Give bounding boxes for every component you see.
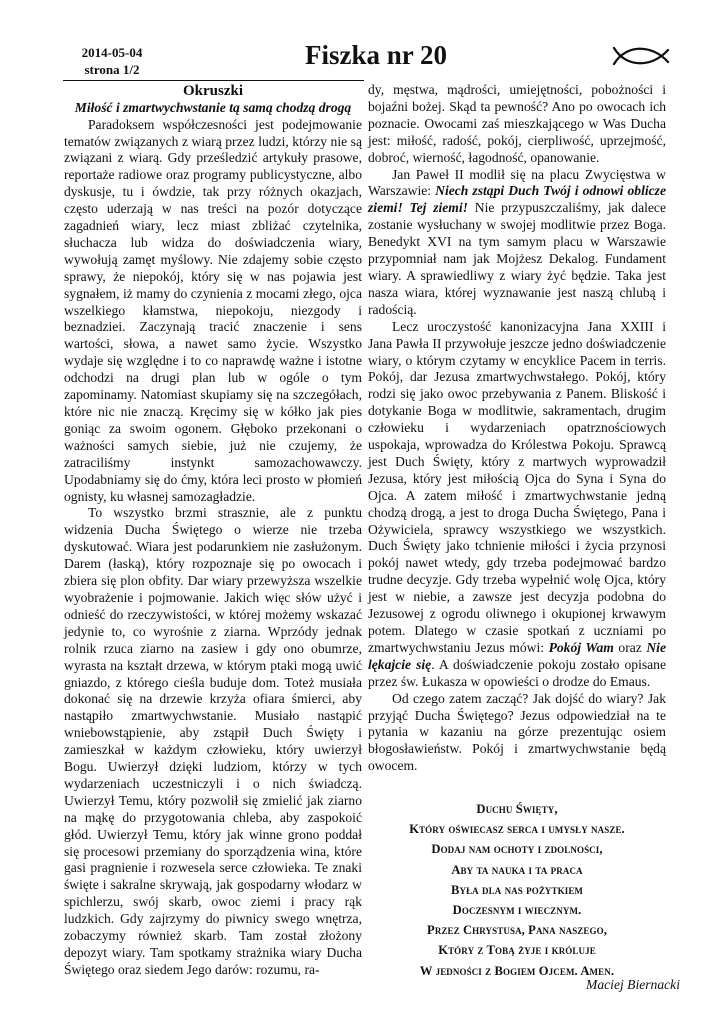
paragraph-text: . A doświadczenie pokoju zostało opisane przez św. Łukasza w opowieści o drodze do Emaus. — [368, 656, 666, 689]
author-signature: Maciej Biernacki — [586, 977, 680, 992]
prayer-quote: Niech zstąpi Duch Twój i odnowi oblicze ziemi! Tej ziemi! — [368, 183, 666, 216]
article-paragraph — [368, 167, 666, 319]
prayer-line: Który z Tobą żyje i króluje — [438, 943, 596, 958]
article-subtitle: Miłość i zmartwychwstanie tą samą chodzą drogą — [74, 100, 352, 115]
header-date: 2014-05-04 — [81, 45, 143, 60]
paragraph-text: oraz — [613, 639, 647, 655]
jesus-quote-fear-not: Nie lękajcie się — [368, 639, 666, 672]
paragraph-text: Lecz uroczystość kanonizacyjna Jana XXIII i Jana Pawła II przywołuje jeszcze jedno doświadczenie wiary, o którym czytamy w encyklice Pacem in terris. Pokój, dar Jezusa zmartwychwstałego. Pokój, który rodzi się jako owoc przebywania z Panem. Bliskość i dotykanie Boga w modlitwie, sakramentach, drugim człowieku i wydarzeniach opatrznościowych uspokaja, wprowadza do Królestwa Pokoju. Sprawcą jest Duch Święty, który z martwych wyprowadził Jezusa, który jest miłością Ojca do Syna i Syna do Ojca. A zatem miłość i zmartwychwstanie jedną chodzą drogą, a jest to droga Ducha Świętego, Pana i Ożywiciela, sprawcy wszystkiego we wszystkich. Duch Święty jako tchnienie miłości i życia przynosi pokój nawet wtedy, gdy trzeba podejmować bardzo trudne decyzje. Gdy trzeba wypełnić wolę Ojca, który jest w niebie, a zawsze jest decyzja podobna do Jezusowej z ogrodu oliwnego i okupionej krwawym potem. Dlatego w czasie spotkań z uczniami po zmartwychwstaniu Jezus mówi: — [368, 318, 666, 655]
jesus-quote-peace: Pokój Wam — [548, 639, 614, 655]
prayer-line: Była dla nas pożytkiem — [450, 882, 584, 897]
prayer-line: Duchu Święty, — [476, 802, 558, 816]
article-paragraph: Paradoksem współczesności jest podejmowanie tematów związanych z wiarą przez ludzi, którzy nie są związani z wiarą. Gdy prześledzić artykuły prasowe, reportaże radiowe oraz programy publicystyczne, albo dyskusje, tu i ówdzie, tak przy różnych okazjach, często uderzają w nas treści na pozór dotyczące zagadnień wiary, lecz miast zbliżać czytelnika, słuchacza lub widza do doświadczenia wiary, wywołują zamęt myślowy. Nie zdajemy sobie często sprawy, że niepokój, który się w nas pojawia jest sygnałem, iż mamy do czynienia z mocami złego, ojca wszelkiego kłamstwa, niepokoju, niezgody i beznadziei. Zaczynają tracić znaczenie i sens wartości, słowa, a nawet samo życie. Wszystko wydaje się względne i to co naprawdę ważne i istotne odchodzi na drugi plan lub w ogóle o tym zapominamy. Natomiast skupiamy się na szczegółach, które nic nie znaczą. Kręcimy się w kółko jak pies goniąc za swoim ogonem. Głęboko przekonani o ważności samych siebie, już nie czujemy, że zatraciliśmy instynkt samozachowawczy. Upodabniamy się do ćmy, która leci prosto w płomień ognisty, ku własnej samozagładzie. — [64, 116, 362, 504]
ichthys-fish-icon — [612, 46, 670, 66]
prayer-line: Doczesnym i wiecznym. — [452, 903, 582, 918]
prayer-block — [368, 799, 666, 981]
prayer-line: Który oświecasz serca i umysły nasze. — [409, 822, 625, 837]
header-meta — [64, 44, 160, 78]
prayer-line: Aby ta nauka i ta praca — [451, 862, 583, 877]
header-page-number: strona 1/2 — [84, 62, 140, 77]
header-divider — [63, 80, 364, 81]
article-column-left — [64, 82, 362, 979]
prayer-line: W jedności z Bogiem Ojcem. Amen. — [419, 963, 615, 978]
paragraph-text: Jan Paweł II modlił się na placu Zwycięstwa w Warszawie: — [368, 166, 666, 199]
article-title: Okruszki — [182, 83, 243, 99]
article-paragraph — [368, 319, 666, 691]
prayer-line: Dodaj nam ochoty i zdolności, — [431, 842, 603, 857]
article-paragraph: To wszystko brzmi strasznie, ale z punktu widzenia Ducha Świętego o wierze nie trzeba dyskutować. Wiara jest podarunkiem nie zasłużonym. Darem (łaską), który rozpoznaje się po owocach i zbiera się plon obfity. Dar wiary przewyższa wszelkie wyobrażenie i pojmowanie. Jakich więc słów użyć i odnieść do rzeczywistości, w której możemy wskazać jedynie to, co wyrośnie z ziarna. Wprzódy jednak rolnik rzuca ziarno na zasiew i gdy ono obumrze, wyrasta na kształt drzewa, w którym ptaki mogą uwić gniazdo, z którego cieśla buduje dom. Toteż musiała dokonać się na drzewie krzyża ofiara śmierci, aby nastąpiło zmartwychwstanie. Musiało nastąpić wniebowstąpienie, aby zstąpił Duch Święty i zamieszkał w każdym człowieku, który uwierzył Bogu. Uwierzył dzięki ludziom, którzy w tych wydarzeniach uczestniczyli i o nich świadczą. Uwierzył Temu, który pozwolił się zmielić jak ziarno na mąkę do przygotowania chleba, aby zaspokoić głód. Uwierzył Temu, który jak winne grono poddał się procesowi przemiany do sporządzenia wina, które gasi pragnienie i rozwesela serce człowieka. Te znaki święte i sakralne skrywają, jak gospodarny włodarz w spichlerzu, swój skarb, owoc ziemi i pracy rąk ludzkich. Gdy zajrzymy do piwnicy swego wnętrza, zobaczymy również skarb. Tam został złożony depozyt wiary. Tam spotkamy strażnika wiary Ducha Świętego oraz siedem Jego darów: rozumu, ra- — [64, 505, 362, 977]
article-column-right — [368, 82, 666, 775]
prayer-line: Przez Chrystusa, Pana naszego, — [427, 923, 607, 938]
paragraph-text: Nie przypuszczaliśmy, jak dalece zostanie wysłuchany w swojej modlitwie przez Boga. Benedykt XVI na tym samym placu w Warszawie przypomniał nam jak Mojżesz Dekalog. Fundament wiary. A sprawiedliwy z wiary żyć będzie. Taka jest nasza wiara, której wyznawanie jest naszą chlubą i radością. — [368, 200, 666, 317]
article-paragraph: dy, męstwa, mądrości, umiejętności, pobożności i bojaźni bożej. Skąd ta pewność? Ano po owocach ich poznacie. Owocami zaś mieszkającego w Was Ducha jest: miłość, radość, pokój, cierpliwość, uprzejmość, dobroć, wierność, łagodność, opanowanie. — [368, 82, 666, 165]
article-paragraph: Od czego zatem zacząć? Jak dojść do wiary? Jak przyjąć Ducha Świętego? Jezus odpowiedział na te pytania w kazaniu na górze prezentując osiem błogosławieństw. Pokój i zmartwychwstanie będą owocem. — [368, 690, 666, 774]
page-title: Fiszka nr 20 — [304, 40, 447, 70]
